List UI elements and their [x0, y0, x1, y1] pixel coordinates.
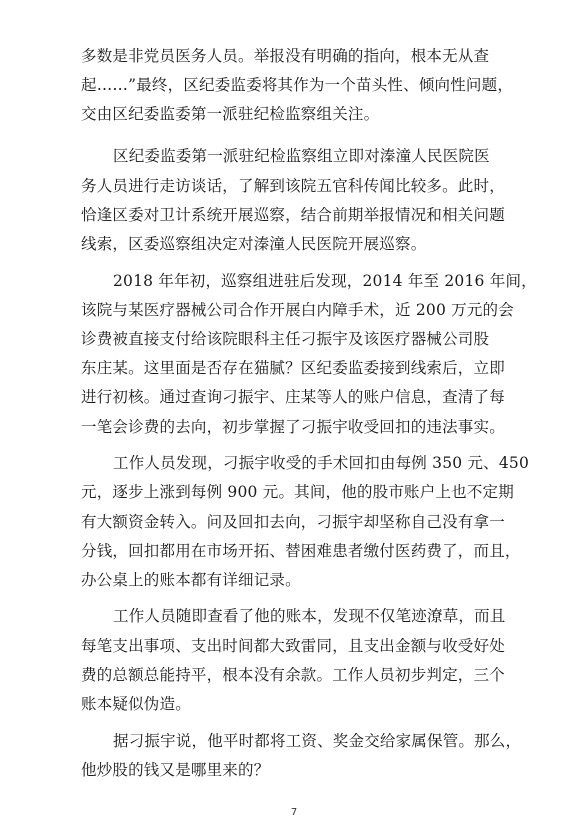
text-line: 该院与某医疗器械公司合作开展白内障手术，近 200 万元的会	[81, 301, 514, 319]
paragraph-first-line: 2018 年年初，巡察组进驻后发现，2014 年至 2016 年间，	[113, 272, 537, 290]
text-line: 诊费被直接支付给该院眼科主任刁振宇及该医疗器械公司股	[81, 330, 490, 348]
text-line: 费的总额总能持平，根本没有余款。工作人员初步判定，三个	[81, 666, 505, 684]
text-line: 他炒股的钱又是哪里来的？	[81, 761, 270, 779]
text-line: 账本疑似伪造。	[81, 695, 191, 713]
text-line: 起……”最终，区纪委监委将其作为一个苗头性、倾向性问题，	[81, 76, 514, 94]
text-line: 有大额资金转入。问及回扣去向，刁振宇却坚称自己没有拿一	[81, 513, 505, 531]
paragraph-first-line: 工作人员随即查看了他的账本，发现不仅笔迹潦草，而且	[113, 607, 506, 625]
text-line: 线索，区委巡察组决定对溱潼人民医院开展巡察。	[81, 235, 427, 253]
paragraph-first-line: 据刁振宇说，他平时都将工资、奖金交给家属保管。那么，	[113, 732, 522, 750]
text-line: 每笔支出事项、支出时间都大致雷同，且支出金额与收受好处	[81, 637, 505, 655]
text-line: 办公桌上的账本都有详细记录。	[81, 571, 301, 589]
text-line: 交由区纪委监委第一派驻纪检监察组关注。	[81, 105, 380, 123]
page-number: 7	[290, 807, 298, 818]
text-line: 元，逐步上涨到每例 900 元。其间，他的股市账户上也不定期	[81, 483, 514, 501]
text-line: 恰逢区委对卫计系统开展巡察，结合前期举报情况和相关问题	[81, 206, 505, 224]
text-line: 多数是非党员医务人员。举报没有明确的指向，根本无从查	[81, 47, 490, 65]
text-line: 东庄某。这里面是否存在猫腻？区纪委监委接到线索后，立即	[81, 359, 505, 377]
text-line: 进行初核。通过查询刁振宇、庄某等人的账户信息，查清了每	[81, 388, 505, 406]
paragraph-first-line: 工作人员发现，刁振宇收受的手术回扣由每例 350 元、450	[113, 454, 530, 472]
text-line: 一笔会诊费的去向，初步掌握了刁振宇收受回扣的违法事实。	[81, 418, 505, 436]
text-line: 分钱，回扣都用在市场开拓、替困难患者缴付医药费了，而且，	[81, 542, 521, 560]
paragraph-first-line: 区纪委监委第一派驻纪检监察组立即对溱潼人民医院医	[113, 147, 490, 165]
text-line: 务人员进行走访谈话，了解到该院五官科传闻比较多。此时，	[81, 177, 505, 195]
